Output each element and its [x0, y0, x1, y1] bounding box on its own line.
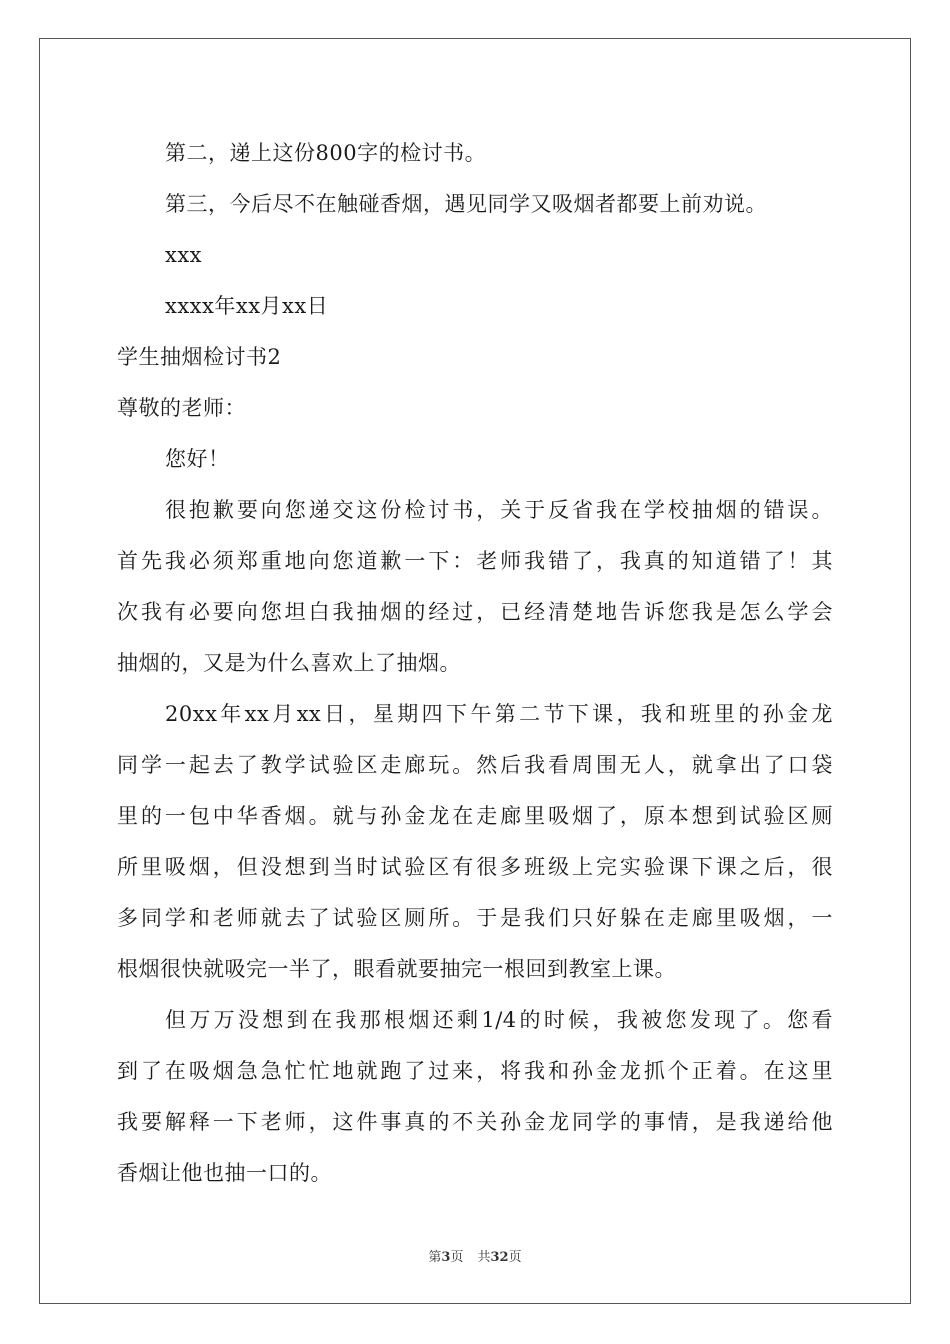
- paragraph-line: 香烟让他也抽一口的。: [117, 1161, 332, 1185]
- total-label: 页: [508, 1250, 522, 1265]
- paragraph-line: 里的一包中华香烟。就与孙金龙在走廊里吸烟了，原本想到试验区厕: [117, 804, 833, 828]
- greeting: 您好！: [165, 447, 230, 471]
- paragraph-line: 但万万没想到在我那根烟还剩1/4的时候，我被您发现了。您看: [165, 1008, 833, 1032]
- paragraph-line: 抽烟的，又是为什么喜欢上了抽烟。: [117, 651, 461, 675]
- paragraph-line: 次我有必要向您坦白我抽烟的经过，已经清楚地告诉您我是怎么学会: [117, 600, 833, 624]
- document-body: [117, 128, 833, 1199]
- paragraph-line: 所里吸烟，但没想到当时试验区有很多班级上完实验课下课之后，很: [117, 855, 833, 879]
- section-title: 学生抽烟检讨书2: [117, 345, 282, 369]
- total-prefix: 共: [477, 1250, 491, 1265]
- page-prefix: 第: [428, 1250, 442, 1265]
- paragraph-line: 第二，递上这份800字的检讨书。: [165, 141, 487, 165]
- paragraph-line: 根烟很快就吸完一半了，眼看就要抽完一根回到教室上课。: [117, 957, 676, 981]
- paragraph-line: 20xx年xx月xx日，星期四下午第二节下课，我和班里的孙金龙: [165, 702, 833, 726]
- paragraph-line: 第三，今后尽不在触碰香烟，遇见同学又吸烟者都要上前劝说。: [165, 192, 767, 216]
- paragraph-line: 到了在吸烟急急忙忙地就跑了过来，将我和孙金龙抓个正着。在这里: [117, 1059, 833, 1083]
- page-current-number: 3: [441, 1250, 451, 1265]
- paragraph-line: 首先我必须郑重地向您道歉一下：老师我错了，我真的知道错了！其: [117, 549, 833, 573]
- page-total-number: 32: [490, 1250, 509, 1265]
- paragraph-line: 同学一起去了教学试验区走廊玩。然后我看周围无人，就拿出了口袋: [117, 753, 833, 777]
- paragraph-line: 很抱歉要向您递交这份检讨书，关于反省我在学校抽烟的错误。: [165, 498, 833, 522]
- salutation: 尊敬的老师：: [117, 396, 246, 420]
- page-footer: [0, 1246, 950, 1265]
- signature-date: xxxx年xx月xx日: [165, 294, 329, 318]
- paragraph-line: 我要解释一下老师，这件事真的不关孙金龙同学的事情，是我递给他: [117, 1110, 833, 1134]
- signature-name: xxx: [165, 243, 203, 267]
- paragraph-line: 多同学和老师就去了试验区厕所。于是我们只好躲在走廊里吸烟，一: [117, 906, 833, 930]
- page-label: 页: [450, 1250, 464, 1265]
